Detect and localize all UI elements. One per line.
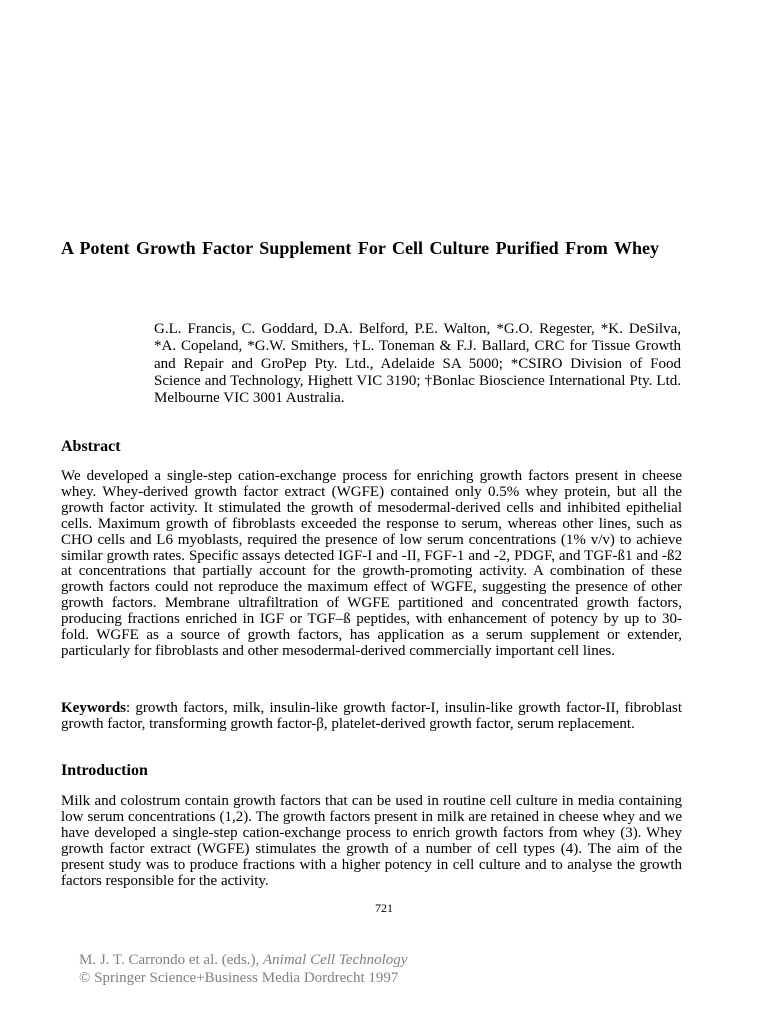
abstract-text: We developed a single-step cation-exchange process for enriching growth factors present in cheese whey. Whey-derived growth factor extract (WGFE) contained only 0.5% whey protein, but all the growth factor activity. It stimulated the growth of mesodermal-derived cells and inhibited epithelial cells. Maximum growth of fibroblasts exceeded the response to serum, whereas other lines, such as CHO cells and L6 myoblasts, required the presence of low serum concentrations (1% v/v) to achieve similar growth rates. Specific assays detected IGF-I and -II, FGF-1 and -2, PDGF, and TGF-ß1 and -ß2 at concentrations that partially account for the growth-promoting activity. A combination of these growth factors could not reproduce the maximum effect of WGFE, suggesting the presence of other growth factors. Membrane ultrafiltration of WGFE partitioned and concentrated growth factors, producing fractions enriched in IGF or TGF–ß peptides, with enhancement of potency by up to 30-fold. WGFE as a source of growth factors, has application as a serum supplement or extender, particularly for fibroblasts and other mesodermal-derived commercially important cell lines. [61,468,682,659]
citation-editors: M. J. T. Carrondo et al. (eds.), [79,952,263,968]
page-number: 721 [375,901,393,915]
author-affiliations: G.L. Francis, C. Goddard, D.A. Belford, P.E. Walton, *G.O. Regester, *K. DeSilva, *A. Copeland, *G.W. Smithers, †L. Toneman & F.J. Ballard, CRC for Tissue Growth and Repair and GroPep Pty. Ltd., Adelaide SA 5000; *CSIRO Division of Food Science and Technology, Highett VIC 3190; †Bonlac Bioscience International Pty. Ltd. Melbourne VIC 3001 Australia. [154,321,681,407]
paper-title: A Potent Growth Factor Supplement For Cell Culture Purified From Whey [61,238,659,258]
citation-line [79,951,407,969]
keywords-label: Keywords [61,700,126,716]
citation-footer [79,951,407,987]
book-title: Animal Cell Technology [263,952,408,968]
copyright-line: © Springer Science+Business Media Dordrecht 1997 [79,970,399,986]
introduction-heading: Introduction [61,762,148,779]
abstract-heading: Abstract [61,438,121,455]
keywords-paragraph [61,701,682,733]
keywords-text: : growth factors, milk, insulin-like growth factor-I, insulin-like growth factor-II, fibroblast growth factor, transforming growth factor-β, platelet-derived growth factor, serum replacement. [61,700,682,732]
introduction-text: Milk and colostrum contain growth factors that can be used in routine cell culture in media containing low serum concentrations (1,2). The growth factors present in milk are retained in cheese whey and we have developed a single-step cation-exchange process to enrich growth factors from whey (3). Whey growth factor extract (WGFE) stimulates the growth of a number of cell types (4). The aim of the present study was to produce fractions with a higher potency in cell culture and to analyse the growth factors responsible for the activity. [61,793,682,889]
